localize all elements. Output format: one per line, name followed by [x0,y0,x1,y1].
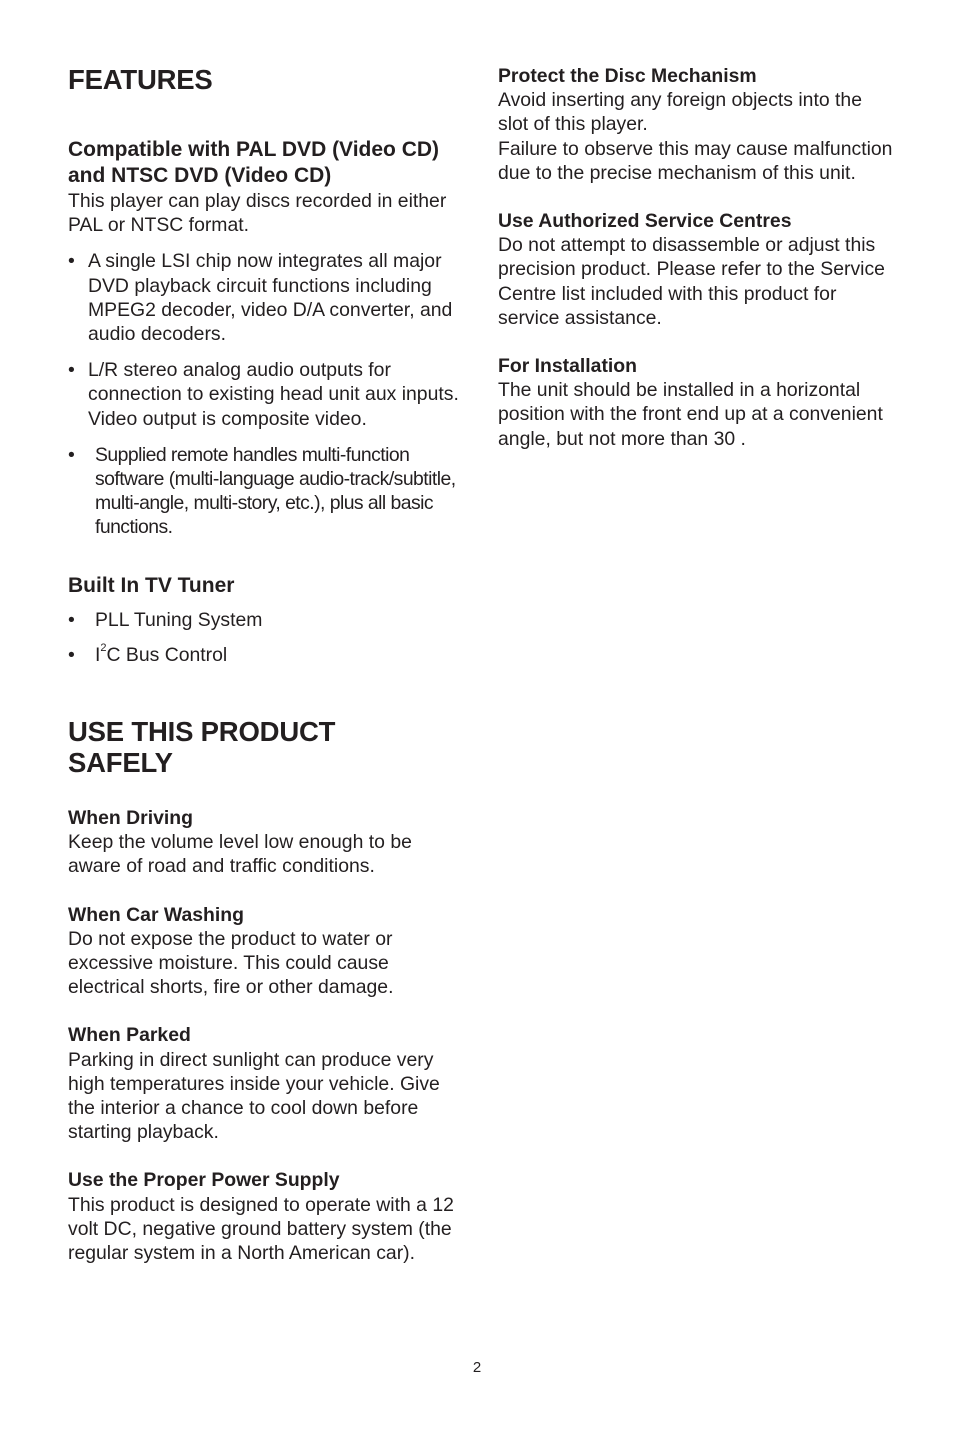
section-title: When Driving [68,807,193,830]
section-text-2: Failure to observe this may cause malfunction due to the precise mechanism of this unit. [498,137,893,184]
tuner-heading: Built In TV Tuner [68,573,235,597]
tuner-bullet-list [68,608,463,667]
safety-section-installation [498,354,893,451]
bullet-text: Supplied remote handles multi-function software (multi-language audio-track/subtitle, multi-angle, multi-story, etc.), plus all basic functions. [95,443,456,539]
right-column [498,64,893,451]
section-text: Do not expose the product to water or excessive moisture. This could cause electrical shorts, fire or other damage. [68,927,394,999]
section-title: For Installation [498,355,637,378]
safety-heading-line2: SAFELY [68,747,173,779]
i2c-prefix: I [95,643,101,666]
section-text: Do not attempt to disassemble or adjust this precision product. Please refer to the Service Centre list included with this product for service assistance. [498,234,885,329]
section-title: Use the Proper Power Supply [68,1169,340,1192]
section-text: Avoid inserting any foreign objects into the slot of this player. [498,89,862,136]
bullet-icon: • [68,643,75,666]
page-number: 2 [472,1359,482,1376]
section-title: Use Authorized Service Centres [498,210,792,233]
bullet-icon: • [68,250,75,273]
list-item [68,358,463,431]
section-text: The unit should be installed in a horizontal position with the front end up at a convenient angle, but not more than 30 . [498,379,883,450]
section-title: When Parked [68,1024,191,1047]
list-item [68,249,463,346]
bullet-text: L/R stereo analog audio outputs for connection to existing head unit aux inputs. Video output is composite video. [88,359,459,430]
list-item [68,608,463,632]
features-heading: FEATURES [68,64,213,95]
section-title: Protect the Disc Mechanism [498,65,757,87]
section-text: Keep the volume level low enough to be aware of road and traffic conditions. [68,831,412,878]
i2c-superscript: 2 [100,642,107,655]
bullet-icon: • [68,443,75,466]
safety-section-parked [68,1023,463,1144]
safety-heading-line1: USE THIS PRODUCT [68,716,336,748]
list-item [68,643,463,667]
safety-section-disc-mechanism [498,64,893,185]
compat-heading: Compatible with PAL DVD (Video CD) and NTSC DVD (Video CD) [68,138,440,187]
section-text: This product is designed to operate with a 12 volt DC, negative ground battery system (the regular system in a North American car). [68,1193,454,1265]
section-text: Parking in direct sunlight can produce very high temperatures inside your vehicle. Give the interior a chance to cool down before starting playback. [68,1048,440,1144]
section-title: When Car Washing [68,903,244,926]
bullet-text [95,644,227,666]
safety-section-power-supply [68,1168,463,1265]
i2c-suffix: C Bus Control [106,643,228,666]
safety-heading [68,716,463,778]
features-bullet-list [68,249,463,539]
left-column [68,60,463,1265]
bullet-text: A single LSI chip now integrates all major DVD playback circuit functions including MPEG2 decoder, video D/A converter, and audio decoders. [88,250,453,346]
bullet-text: PLL Tuning System [95,608,263,631]
safety-section-car-washing [68,903,463,1000]
bullet-icon: • [68,608,75,631]
compat-text: This player can play discs recorded in either PAL or NTSC format. [68,190,447,237]
safety-section-driving [68,806,463,879]
bullet-icon: • [68,359,75,382]
safety-section-service-centres [498,209,893,330]
list-item [68,443,463,540]
